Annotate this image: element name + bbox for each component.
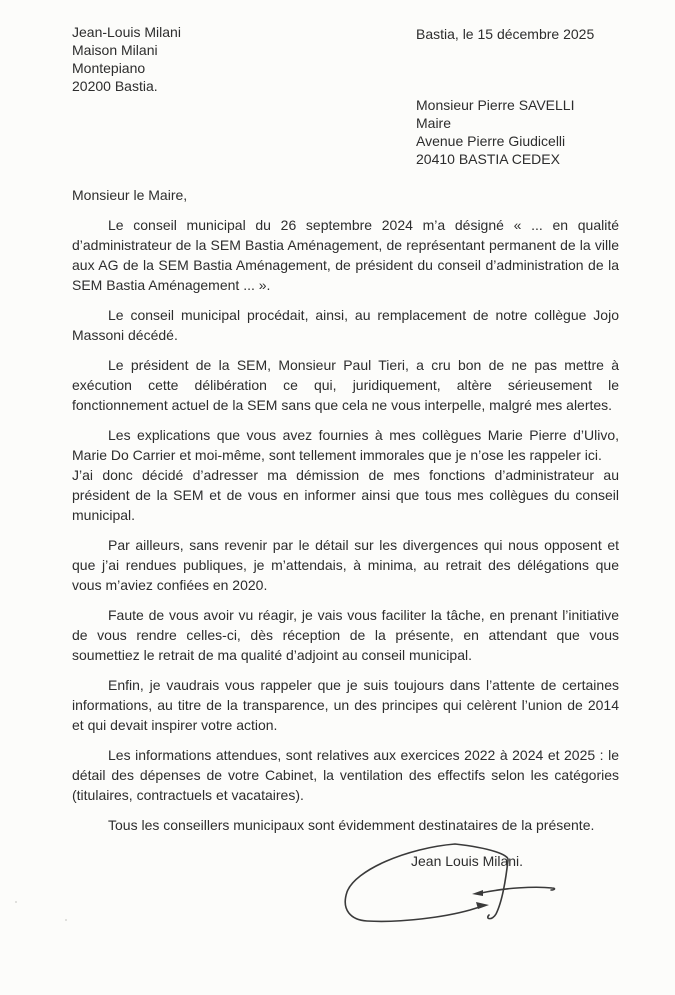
- body-paragraph: Le conseil municipal procédait, ainsi, au remplacement de notre collègue Jojo Massoni décédé.: [72, 307, 619, 343]
- letter-header: [72, 23, 619, 185]
- signature-name: Jean Louis Milani.: [411, 853, 524, 869]
- body-paragraph: Par ailleurs, sans revenir par le détail sur les divergences qui nous opposent et que j’ai rendues publiques, je m’attendais, à minima, au retrait des délégations que vous m’aviez confiées en 2020.: [72, 537, 619, 593]
- sender-line: 20200 Bastia.: [72, 78, 158, 94]
- signature-block: [72, 840, 619, 955]
- closing-paragraph: Tous les conseillers municipaux sont évidemment destinataires de la présente.: [108, 817, 595, 833]
- sender-line: Maison Milani: [72, 42, 158, 58]
- recipient-address: [416, 96, 574, 168]
- dateline: Bastia, le 15 décembre 2025: [416, 26, 595, 42]
- sender-address: [72, 23, 181, 95]
- handwritten-signature-drawing: [339, 840, 579, 940]
- body-paragraph: Enfin, je vaudrais vous rappeler que je suis toujours dans l’attente de certaines informations, au titre de la transparence, un des principes qui celèrent l’union de 2014 et qui devait inspirer votre action.: [72, 677, 619, 733]
- recipient-line: Monsieur Pierre SAVELLI: [416, 97, 575, 113]
- recipient-line: Maire: [416, 115, 452, 131]
- body-paragraph: Les informations attendues, sont relatives aux exercices 2022 à 2024 et 2025 : le détail des dépenses de votre Cabinet, la ventilation des effectifs selon les catégories (titulaires, contractuels et vacataires).: [72, 747, 619, 803]
- scan-speck: [65, 919, 67, 921]
- body-paragraph: Faute de vous avoir vu réagir, je vais vous faciliter la tâche, en prenant l’initiative de vous rendre celles-ci, dès réception de la présente, en attendant que vous soumettiez le retrait de ma qualité d’adjoint au conseil municipal.: [72, 607, 619, 663]
- body-paragraph: Le président de la SEM, Monsieur Paul Tieri, a cru bon de ne pas mettre à exécution cette délibération ce qui, juridiquement, altère sérieusement le fonctionnement actuel de la SEM sans que cela ne vous interpelle, malgré mes alertes.: [72, 357, 619, 413]
- sender-line: Jean-Louis Milani: [72, 24, 181, 40]
- salutation: Monsieur le Maire,: [72, 187, 188, 203]
- recipient-line: Avenue Pierre Giudicelli: [416, 133, 566, 149]
- scan-speck: [15, 901, 17, 903]
- sender-line: Montepiano: [72, 60, 146, 76]
- body-paragraph: Le conseil municipal du 26 septembre 2024 m’a désigné « ... en qualité d’administrateur de la SEM Bastia Aménagement, de représentant permanent de la ville aux AG de la SEM Bastia Aménagement, de président du conseil d’administration de la SEM Bastia Aménagement ... ».: [72, 217, 619, 293]
- recipient-line: 20410 BASTIA CEDEX: [416, 151, 560, 167]
- body-paragraph: J’ai donc décidé d’adresser ma démission de mes fonctions d’administrateur au président de la SEM et de vous en informer ainsi que tous mes collègues du conseil municipal.: [72, 467, 619, 523]
- body-paragraph: Les explications que vous avez fournies à mes collègues Marie Pierre d’Ulivo, Marie Do Carrier et moi-même, sont tellement immorales que je n’ose les rappeler ici.: [72, 427, 619, 463]
